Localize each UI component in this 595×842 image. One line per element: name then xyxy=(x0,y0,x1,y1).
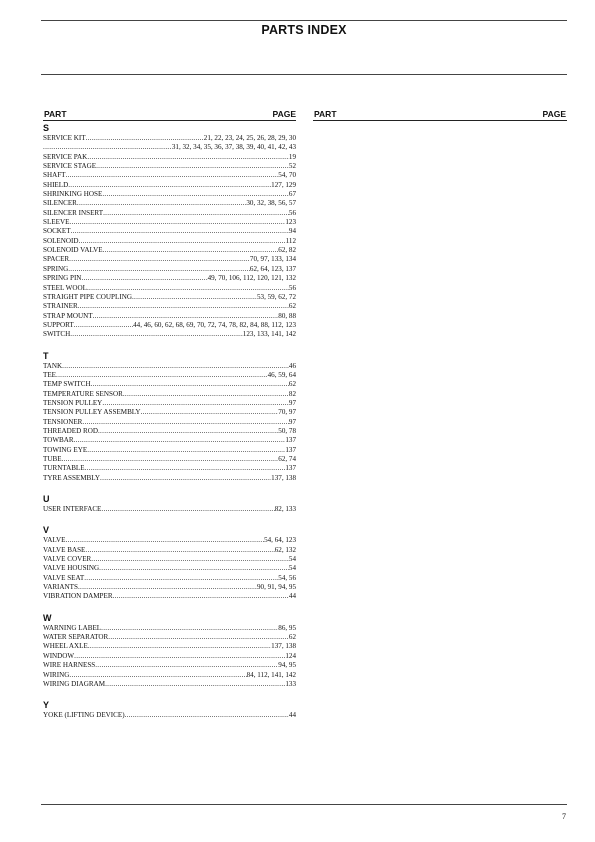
dot-leader xyxy=(91,380,289,389)
index-entry xyxy=(43,190,296,199)
part-name: TENSIONER xyxy=(43,417,83,426)
title-bottom-rule xyxy=(41,74,567,75)
dot-leader xyxy=(71,227,289,236)
part-name: WIRE HARNESS xyxy=(43,661,96,670)
dot-leader xyxy=(102,399,289,408)
dot-leader xyxy=(78,237,285,246)
section-letter: Y xyxy=(43,700,50,711)
page-references: 123 xyxy=(285,218,296,227)
index-entry xyxy=(43,399,296,408)
part-name: WINDOW xyxy=(43,651,75,660)
dot-leader xyxy=(85,546,274,555)
part-name: SERVICE STAGE xyxy=(43,162,97,171)
dot-leader xyxy=(108,633,289,642)
part-name: VALVE COVER xyxy=(43,555,92,564)
part-name: TOWING EYE xyxy=(43,445,88,454)
index-entry xyxy=(43,143,296,152)
dot-leader xyxy=(77,199,246,208)
index-entry xyxy=(43,330,296,339)
part-name: VALVE xyxy=(43,536,66,545)
dot-leader xyxy=(100,474,271,483)
part-name: SOCKET xyxy=(43,227,71,236)
section-letter: T xyxy=(43,350,49,361)
part-name: TURNTABLE xyxy=(43,464,85,473)
page-references: 124 xyxy=(285,651,296,660)
part-name: SILENCER INSERT xyxy=(43,208,104,217)
section-gap xyxy=(43,689,296,699)
part-name: VALVE HOUSING xyxy=(43,564,100,573)
index-entry xyxy=(43,408,296,417)
index-entry xyxy=(43,680,296,689)
page-references: 19 xyxy=(288,152,296,161)
index-entry xyxy=(43,624,296,633)
dot-leader xyxy=(96,162,289,171)
dot-leader xyxy=(93,312,279,321)
index-entry xyxy=(43,227,296,236)
index-entry xyxy=(43,633,296,642)
dot-leader xyxy=(98,427,278,436)
dot-leader xyxy=(91,555,289,564)
page-references: 62, 82 xyxy=(278,246,296,255)
dot-leader xyxy=(81,274,207,283)
page-references: 94, 95 xyxy=(278,661,296,670)
page-references: 62 xyxy=(288,302,296,311)
part-name: SERVICE KIT xyxy=(43,134,86,142)
dot-leader xyxy=(56,371,268,380)
page-references: 21, 22, 23, 24, 25, 26, 28, 29, 30 xyxy=(203,134,296,142)
section-letter: W xyxy=(43,612,52,623)
page-references: 54 xyxy=(288,564,296,573)
index-entry xyxy=(43,418,296,427)
page-references: 46, 59, 64 xyxy=(267,370,296,379)
page-references: 44 xyxy=(288,592,296,601)
part-name: TENSION PULLEY xyxy=(43,398,103,407)
part-name: TEMP SWITCH xyxy=(43,380,91,389)
page-references: 137 xyxy=(285,445,296,454)
right-header-rule xyxy=(313,120,567,121)
section-gap xyxy=(43,514,296,524)
dot-leader xyxy=(70,330,243,339)
part-name: TYRE ASSEMBLY xyxy=(43,473,101,482)
dot-leader xyxy=(99,564,289,573)
page-references: 84, 112, 141, 142 xyxy=(246,670,296,679)
index-entry xyxy=(43,209,296,218)
page-references: 62, 74 xyxy=(278,455,296,463)
page-references: 137, 138 xyxy=(271,642,296,651)
dot-leader xyxy=(43,143,172,152)
index-entry xyxy=(43,265,296,274)
dot-leader xyxy=(105,680,285,689)
page-references: 137, 138 xyxy=(271,473,296,482)
page-references: 70, 97 xyxy=(278,408,296,417)
index-entry xyxy=(43,371,296,380)
dot-leader xyxy=(101,624,278,633)
index-entry xyxy=(43,427,296,436)
page-references: 80, 88 xyxy=(278,311,296,320)
index-entry xyxy=(43,312,296,321)
dot-leader xyxy=(87,153,289,162)
page-references: 97 xyxy=(288,398,296,407)
index-entry xyxy=(43,284,296,293)
part-name: WATER SEPARATOR xyxy=(43,633,109,642)
index-entry xyxy=(43,661,296,670)
index-entry xyxy=(43,162,296,171)
dot-leader xyxy=(74,652,285,661)
dot-leader xyxy=(125,711,289,720)
part-name: VIBRATION DAMPER xyxy=(43,592,113,601)
part-name: TENSION PULLEY ASSEMBLY xyxy=(43,408,141,417)
index-entry xyxy=(43,652,296,661)
dot-leader xyxy=(78,583,257,592)
part-name: SOLENOID xyxy=(43,236,79,245)
part-name: VALVE BASE xyxy=(43,545,86,554)
section-gap xyxy=(43,602,296,612)
part-name: SUPPORT xyxy=(43,320,74,329)
dot-leader xyxy=(101,505,274,514)
part-name: WIRING DIAGRAM xyxy=(43,679,106,688)
index-entry xyxy=(43,380,296,389)
section-gap xyxy=(43,340,296,350)
section-letter: S xyxy=(43,123,50,133)
part-name: WIRING xyxy=(43,670,70,679)
index-entry xyxy=(43,321,296,330)
index-entry xyxy=(43,546,296,555)
dot-leader xyxy=(74,321,133,330)
dot-leader xyxy=(69,218,285,227)
page-references: 56 xyxy=(288,208,296,217)
section-gap xyxy=(43,483,296,493)
part-name: YOKE (LIFTING DEVICE) xyxy=(43,711,125,720)
index-entry xyxy=(43,574,296,583)
dot-leader xyxy=(85,464,286,473)
footer-rule xyxy=(41,804,567,805)
dot-leader xyxy=(68,265,250,274)
index-entry xyxy=(43,302,296,311)
page-references: 31, 32, 34, 35, 36, 37, 38, 39, 40, 41, 42, 43 xyxy=(171,143,296,152)
page-references: 46 xyxy=(288,361,296,370)
index-entry xyxy=(43,436,296,445)
index-entry xyxy=(43,181,296,190)
page-references: 133 xyxy=(285,679,296,688)
part-name: TEE xyxy=(43,370,56,379)
index-entry xyxy=(43,171,296,180)
index-entry xyxy=(43,237,296,246)
index-entry xyxy=(43,153,296,162)
page-references: 53, 59, 62, 72 xyxy=(256,292,296,301)
index-entry xyxy=(43,671,296,680)
part-name: VALVE SEAT xyxy=(43,573,85,582)
index-entry xyxy=(43,711,296,720)
dot-leader xyxy=(95,661,278,670)
index-entry xyxy=(43,536,296,545)
part-name: SWITCH xyxy=(43,330,71,339)
dot-leader xyxy=(103,209,289,218)
page-references: 62, 64, 123, 137 xyxy=(249,264,296,273)
part-name: VARIANTS xyxy=(43,583,78,592)
page-references: 94 xyxy=(288,227,296,236)
dot-leader xyxy=(123,390,289,399)
index-entry xyxy=(43,362,296,371)
dot-leader xyxy=(84,574,278,583)
dot-leader xyxy=(68,181,271,190)
left-page-header: PAGE xyxy=(272,109,296,119)
page-references: 54, 64, 123 xyxy=(264,536,296,545)
dot-leader xyxy=(69,671,246,680)
page-references: 137 xyxy=(285,436,296,445)
dot-leader xyxy=(62,362,289,371)
index-entry xyxy=(43,474,296,483)
right-part-header: PART xyxy=(314,109,337,119)
page-references: 67 xyxy=(288,190,296,199)
page-references: 54, 56 xyxy=(278,573,296,582)
index-entry xyxy=(43,446,296,455)
index-entry xyxy=(43,455,296,464)
page-references: 82, 133 xyxy=(274,505,296,514)
section-letter: U xyxy=(43,494,50,505)
top-rule xyxy=(41,20,567,21)
left-header-rule xyxy=(43,120,296,121)
dot-leader xyxy=(103,246,279,255)
page-references: 30, 32, 38, 56, 57 xyxy=(246,199,296,208)
part-name: WARNING LABEL xyxy=(43,623,102,632)
left-part-header: PART xyxy=(44,109,67,119)
page-references: 90, 91, 94, 95 xyxy=(256,583,296,592)
page-references: 44 xyxy=(288,711,296,720)
page-references: 70, 97, 133, 134 xyxy=(249,255,296,264)
dot-leader xyxy=(65,536,264,545)
dot-leader xyxy=(74,436,286,445)
dot-leader xyxy=(141,408,279,417)
index-entry xyxy=(43,505,296,514)
page-references: 97 xyxy=(288,417,296,426)
page-references: 62 xyxy=(288,380,296,389)
page-references: 52 xyxy=(288,162,296,171)
page-references: 123, 133, 141, 142 xyxy=(242,330,296,339)
index-entry xyxy=(43,592,296,601)
part-name: SHAFT xyxy=(43,171,66,180)
part-name: STRAINER xyxy=(43,302,78,311)
dot-leader xyxy=(62,455,279,464)
dot-leader xyxy=(78,302,289,311)
part-name: SPRING xyxy=(43,264,69,273)
part-name: TEMPERATURE SENSOR xyxy=(43,389,123,398)
page-references: 86, 95 xyxy=(278,623,296,632)
part-name: STRAIGHT PIPE COUPLING xyxy=(43,292,132,301)
part-name: USER INTERFACE xyxy=(43,505,102,514)
part-name: SPRING PIN xyxy=(43,274,82,283)
dot-leader xyxy=(113,592,289,601)
dot-leader xyxy=(69,255,250,264)
dot-leader xyxy=(65,171,278,180)
part-name: TUBE xyxy=(43,455,62,463)
index-entry xyxy=(43,218,296,227)
page-references: 49, 70, 106, 112, 120, 121, 132 xyxy=(207,274,296,283)
page-references: 44, 46, 60, 62, 68, 69, 70, 72, 74, 78, 82, 84, 88, 112, 123 xyxy=(133,320,296,329)
part-name: STEEL WOOL xyxy=(43,283,87,292)
section-letter: V xyxy=(43,525,50,536)
index-entry xyxy=(43,642,296,651)
part-name: SHIELD xyxy=(43,180,69,189)
page-references: 62 xyxy=(288,633,296,642)
index-entry xyxy=(43,564,296,573)
part-name: SILENCER xyxy=(43,199,77,208)
part-name: WHEEL AXLE xyxy=(43,642,88,651)
dot-leader xyxy=(102,190,289,199)
part-name: SPACER xyxy=(43,255,70,264)
page-references: 50, 78 xyxy=(278,426,296,435)
part-name: THREADED ROD xyxy=(43,426,98,435)
index-entry xyxy=(43,134,296,143)
index-entry xyxy=(43,293,296,302)
part-name: STRAP MOUNT xyxy=(43,311,93,320)
page-references: 54, 70 xyxy=(278,171,296,180)
index-entry xyxy=(43,390,296,399)
part-name: SLEEVE xyxy=(43,218,70,227)
page-references: 62, 132 xyxy=(274,545,296,554)
dot-leader xyxy=(86,134,204,143)
index-entry xyxy=(43,255,296,264)
page-references: 82 xyxy=(288,389,296,398)
dot-leader xyxy=(82,418,288,427)
part-name: TOWBAR xyxy=(43,436,74,445)
page-number: 7 xyxy=(562,812,566,821)
part-name: SERVICE PAK xyxy=(43,152,88,161)
index-entry xyxy=(43,583,296,592)
part-name: TANK xyxy=(43,361,63,370)
page-references: 127, 129 xyxy=(271,180,296,189)
dot-leader xyxy=(132,293,257,302)
index-entry xyxy=(43,555,296,564)
index-entry xyxy=(43,246,296,255)
page-references: 56 xyxy=(288,283,296,292)
index-entry xyxy=(43,199,296,208)
dot-leader xyxy=(87,284,289,293)
parts-index-column-left xyxy=(43,122,296,721)
page-references: 54 xyxy=(288,555,296,564)
page-references: 112 xyxy=(285,236,296,245)
right-page-header: PAGE xyxy=(542,109,566,119)
dot-leader xyxy=(88,642,271,651)
page-title: PARTS INDEX xyxy=(261,23,347,37)
part-name: SHRINKING HOSE xyxy=(43,190,103,199)
part-name: SOLENOID VALVE xyxy=(43,246,103,255)
index-entry xyxy=(43,464,296,473)
dot-leader xyxy=(87,446,285,455)
page-references: 137 xyxy=(285,464,296,473)
index-entry xyxy=(43,274,296,283)
